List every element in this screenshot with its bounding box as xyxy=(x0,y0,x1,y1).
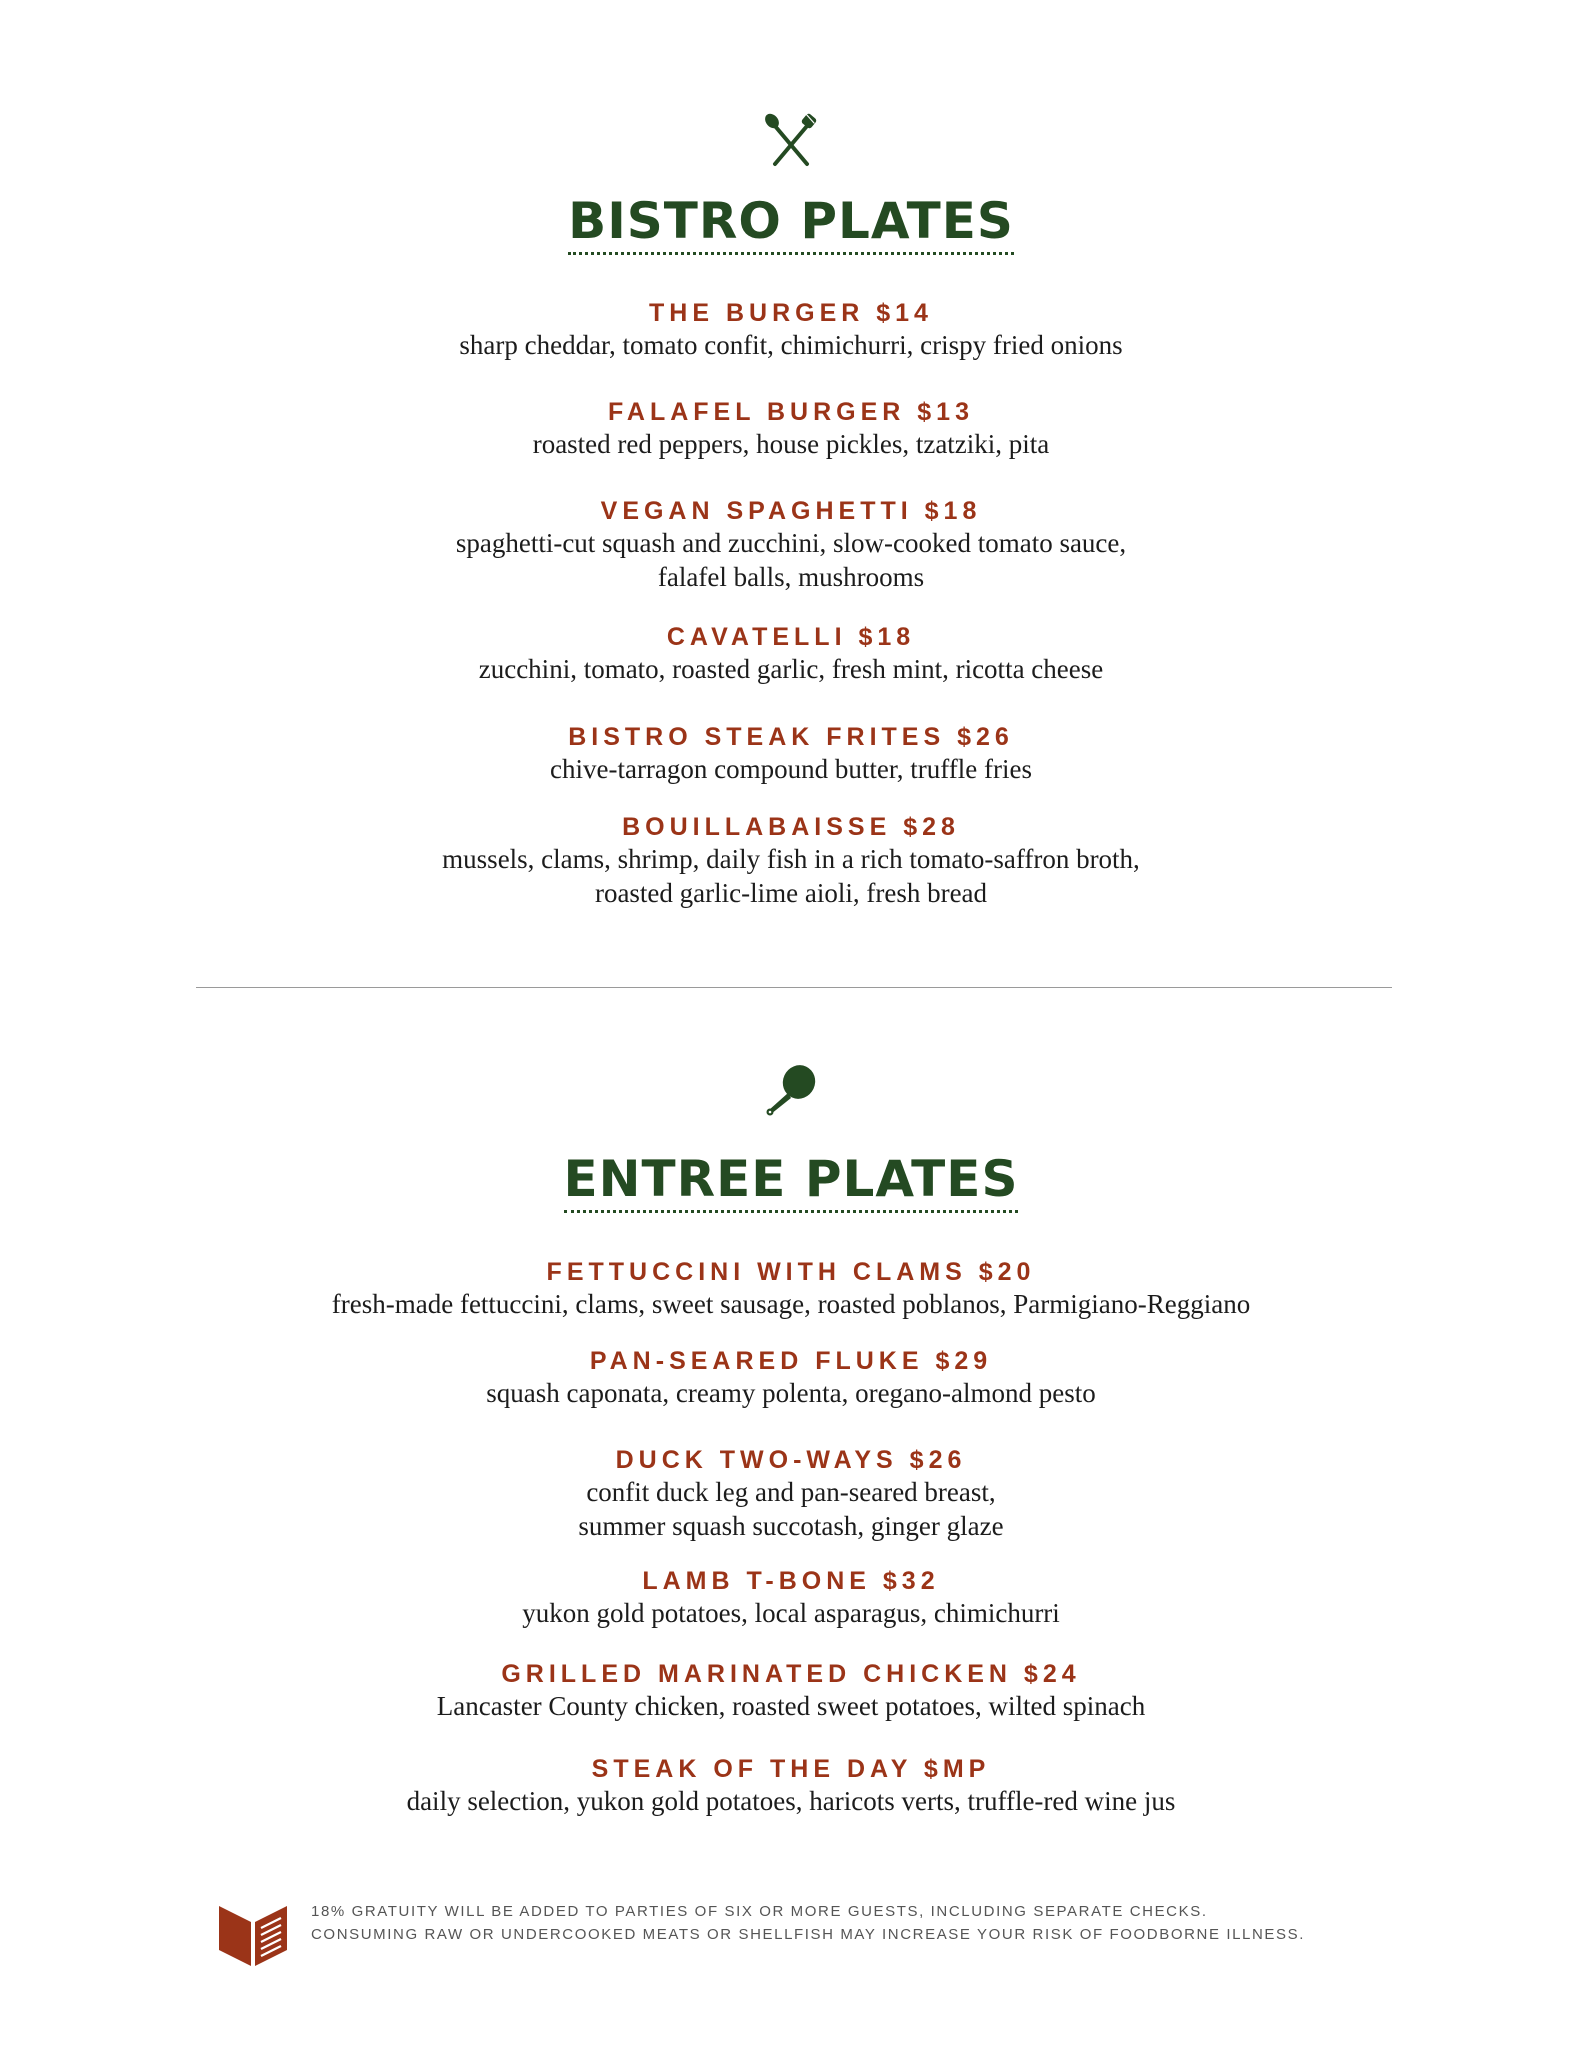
item-description: squash caponata, creamy polenta, oregano-almond pesto xyxy=(486,1378,1096,1408)
item-description: yukon gold potatoes, local asparagus, chimichurri xyxy=(522,1598,1060,1628)
book-icon xyxy=(217,1896,289,1968)
item-description: confit duck leg and pan-seared breast, xyxy=(586,1477,996,1507)
item-description: falafel balls, mushrooms xyxy=(657,562,925,592)
menu-item xyxy=(0,722,1582,786)
menu-item xyxy=(0,1346,1582,1410)
item-name: BOUILLABAISSE $28 xyxy=(622,813,960,841)
menu-item xyxy=(0,397,1582,461)
item-name: DUCK TWO-WAYS $26 xyxy=(615,1446,967,1474)
item-description: roasted red peppers, house pickles, tzatziki, pita xyxy=(532,429,1050,459)
menu-item xyxy=(0,298,1582,362)
item-name: VEGAN SPAGHETTI $18 xyxy=(600,497,982,525)
section-title-text: BISTRO PLATES xyxy=(568,196,1014,255)
item-name: GRILLED MARINATED CHICKEN $24 xyxy=(501,1660,1081,1688)
food-safety-notice: CONSUMING RAW OR UNDERCOOKED MEATS OR SHELLFISH MAY INCREASE YOUR RISK OF FOODBORNE ILLNESS. xyxy=(311,1926,1305,1943)
menu-item xyxy=(0,1257,1582,1321)
item-name: FALAFEL BURGER $13 xyxy=(608,398,974,426)
item-name: LAMB T-BONE $32 xyxy=(642,1567,940,1595)
menu-item xyxy=(0,1754,1582,1818)
item-description: mussels, clams, shrimp, daily fish in a rich tomato-saffron broth, xyxy=(442,844,1140,874)
item-description: fresh-made fettuccini, clams, sweet sausage, roasted poblanos, Parmigiano-Reggiano xyxy=(331,1289,1251,1319)
item-name: PAN-SEARED FLUKE $29 xyxy=(589,1347,993,1375)
footer-notice xyxy=(311,1900,1305,1946)
section-title-entree xyxy=(0,1150,1582,1213)
menu-item xyxy=(0,1445,1582,1543)
menu-item xyxy=(0,622,1582,686)
section-divider xyxy=(196,987,1392,988)
item-description: sharp cheddar, tomato confit, chimichurri, crispy fried onions xyxy=(459,330,1123,360)
item-description: roasted garlic-lime aioli, fresh bread xyxy=(594,878,988,908)
item-name: STEAK OF THE DAY $MP xyxy=(591,1755,991,1783)
menu-item xyxy=(0,496,1582,594)
item-name: CAVATELLI $18 xyxy=(666,623,916,651)
menu-item xyxy=(0,812,1582,910)
item-description: chive-tarragon compound butter, truffle fries xyxy=(550,754,1032,784)
skillet-icon xyxy=(761,1062,821,1118)
menu-item xyxy=(0,1566,1582,1630)
item-description: zucchini, tomato, roasted garlic, fresh mint, ricotta cheese xyxy=(478,654,1104,684)
item-name: BISTRO STEAK FRITES $26 xyxy=(568,723,1014,751)
item-name: FETTUCCINI WITH CLAMS $20 xyxy=(546,1258,1036,1286)
item-name: THE BURGER $14 xyxy=(649,299,933,327)
section-title-bistro xyxy=(0,192,1582,255)
gratuity-notice: 18% GRATUITY WILL BE ADDED TO PARTIES OF SIX OR MORE GUESTS, INCLUDING SEPARATE CHECKS. xyxy=(311,1903,1208,1920)
fork-spoon-icon xyxy=(761,112,821,168)
item-description: daily selection, yukon gold potatoes, haricots verts, truffle-red wine jus xyxy=(406,1786,1176,1816)
item-description: spaghetti-cut squash and zucchini, slow-cooked tomato sauce, xyxy=(455,528,1127,558)
menu-item xyxy=(0,1659,1582,1723)
section-title-text: ENTREE PLATES xyxy=(564,1154,1019,1213)
item-description: summer squash succotash, ginger glaze xyxy=(578,1511,1004,1541)
item-description: Lancaster County chicken, roasted sweet potatoes, wilted spinach xyxy=(436,1691,1146,1721)
